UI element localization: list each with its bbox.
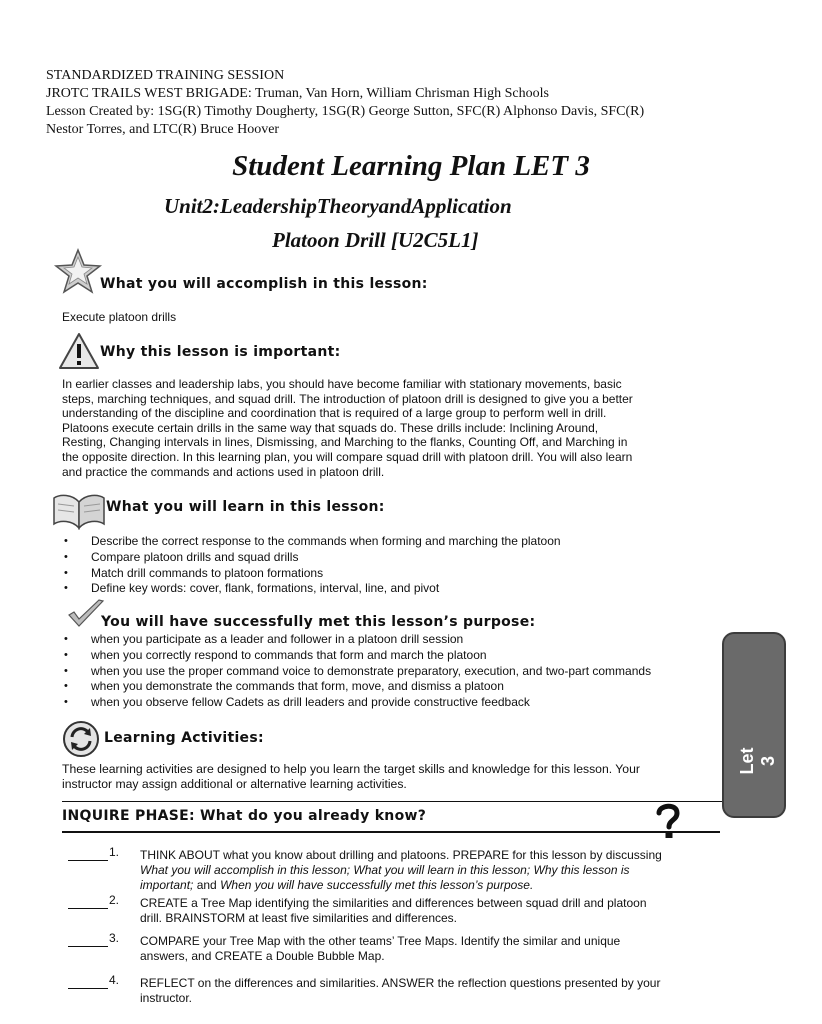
step-number: 2. xyxy=(109,893,120,907)
answer-blank[interactable] xyxy=(68,976,108,989)
inquire-bottom-rule xyxy=(62,831,720,833)
activities-line: These learning activities are designed to help you learn the target skills and knowledge for this lesson. Your xyxy=(62,762,640,776)
header-authors-cont: Nestor Torres, and LTC(R) Bruce Hoover xyxy=(46,122,280,137)
star-icon xyxy=(54,248,102,294)
checkmark-icon xyxy=(66,598,106,630)
step-line: instructor. xyxy=(140,991,193,1005)
important-line: Platoons execute certain drills in the same way that squads do. These drills include: Inclining Around, xyxy=(62,420,599,435)
step-line-mixed xyxy=(140,878,708,893)
list-item: • when you demonstrate the commands that form, move, and dismiss a platoon xyxy=(62,679,722,695)
inquire-heading: INQUIRE PHASE: What do you already know? xyxy=(62,808,427,824)
step-line: drill. BRAINSTORM at least five similarities and differences. xyxy=(140,911,457,925)
inquire-step-1 xyxy=(68,845,708,893)
open-book-icon xyxy=(52,490,106,530)
step-text xyxy=(140,848,708,893)
important-line: understanding of the discipline and coordination that is required of a large group to perform well in drill. xyxy=(62,406,607,421)
exclamation-triangle-icon xyxy=(58,332,100,370)
accomplish-heading: What you will accomplish in this lesson: xyxy=(100,276,428,292)
important-paragraph xyxy=(62,377,742,479)
important-line: steps, marching techniques, and squad drill. The introduction of platoon drill is designed to give you a better xyxy=(62,391,633,406)
step-line: REFLECT on the differences and similarities. ANSWER the reflection questions presented by your xyxy=(140,976,661,990)
step-italic: When you will have successfully met this lesson’s purpose. xyxy=(220,878,534,892)
step-number: 4. xyxy=(109,973,120,987)
header-session: STANDARDIZED TRAINING SESSION xyxy=(46,68,285,83)
learn-list xyxy=(62,534,722,597)
step-text xyxy=(140,896,708,926)
step-number: 1. xyxy=(109,845,120,859)
important-line: and practice the commands and actions used in platoon drill. xyxy=(62,464,385,479)
inquire-step-4 xyxy=(68,973,708,1006)
inquire-top-rule xyxy=(62,801,722,802)
important-line: In earlier classes and leadership labs, you should have become familiar with stationary movements, basic xyxy=(62,377,622,391)
important-line: the opposite direction. In this learning plan, you will compare squad drill with platoon drill. You will also learn xyxy=(62,449,633,464)
activities-line: instructor may assign additional or alternative learning activities. xyxy=(62,776,407,791)
list-item: • when you correctly respond to commands that form and march the platoon xyxy=(62,648,722,664)
answer-blank[interactable] xyxy=(68,934,108,947)
unit-title: Unit2:LeadershipTheoryandApplication xyxy=(164,194,512,218)
list-item: • Match drill commands to platoon formations xyxy=(62,566,722,582)
important-heading: Why this lesson is important: xyxy=(100,344,341,360)
lesson-title: Platoon Drill [U2C5L1] xyxy=(272,228,479,252)
important-line: Resting, Changing intervals in lines, Dismissing, and Marching to the flanks, Counting Off, and Marching in xyxy=(62,435,628,450)
header-authors: Lesson Created by: 1SG(R) Timothy Dougherty, 1SG(R) George Sutton, SFC(R) Alphonso Davis, SFC(R) xyxy=(46,104,645,119)
activities-heading: Learning Activities: xyxy=(104,730,264,746)
side-tab-label: Let 3 xyxy=(737,747,778,775)
list-item: • when you participate as a leader and follower in a platoon drill session xyxy=(62,632,722,648)
accomplish-text: Execute platoon drills xyxy=(62,310,177,324)
cycle-arrows-icon xyxy=(62,720,100,758)
step-italic: important; xyxy=(140,878,194,892)
purpose-list xyxy=(62,632,722,711)
list-item: • Describe the correct response to the commands when forming and marching the platoon xyxy=(62,534,722,550)
step-line-italic: What you will accomplish in this lesson; What you will learn in this lesson; Why this lesson is xyxy=(140,863,630,877)
inquire-step-3 xyxy=(68,931,708,964)
inquire-step-2 xyxy=(68,893,708,926)
list-item: • Define key words: cover, flank, formations, interval, line, and pivot xyxy=(62,581,722,597)
page-title: Student Learning Plan LET 3 xyxy=(232,150,590,182)
answer-blank[interactable] xyxy=(68,848,108,861)
activities-text xyxy=(62,762,712,791)
answer-blank[interactable] xyxy=(68,896,108,909)
step-text xyxy=(140,934,708,964)
step-line: answers, and CREATE a Double Bubble Map. xyxy=(140,949,385,963)
purpose-heading: You will have successfully met this lesson’s purpose: xyxy=(101,614,536,630)
step-line: THINK ABOUT what you know about drilling and platoons. PREPARE for this lesson by discussing xyxy=(140,848,662,862)
side-tab xyxy=(722,632,786,818)
list-item: • Compare platoon drills and squad drills xyxy=(62,550,722,566)
step-line: COMPARE your Tree Map with the other teams’ Tree Maps. Identify the similar and unique xyxy=(140,934,621,948)
list-item: • when you use the proper command voice to demonstrate preparatory, execution, and two-part commands xyxy=(62,664,722,680)
step-text xyxy=(140,976,708,1006)
step-plain: and xyxy=(193,878,221,892)
header-brigade: JROTC TRAILS WEST BRIGADE: Truman, Van Horn, William Chrisman High Schools xyxy=(46,86,549,101)
list-item: • when you observe fellow Cadets as drill leaders and provide constructive feedback xyxy=(62,695,722,711)
step-line: CREATE a Tree Map identifying the similarities and differences between squad drill and platoon xyxy=(140,896,647,910)
learn-heading: What you will learn in this lesson: xyxy=(106,499,385,515)
step-number: 3. xyxy=(109,931,120,945)
question-mark-icon xyxy=(655,802,681,840)
